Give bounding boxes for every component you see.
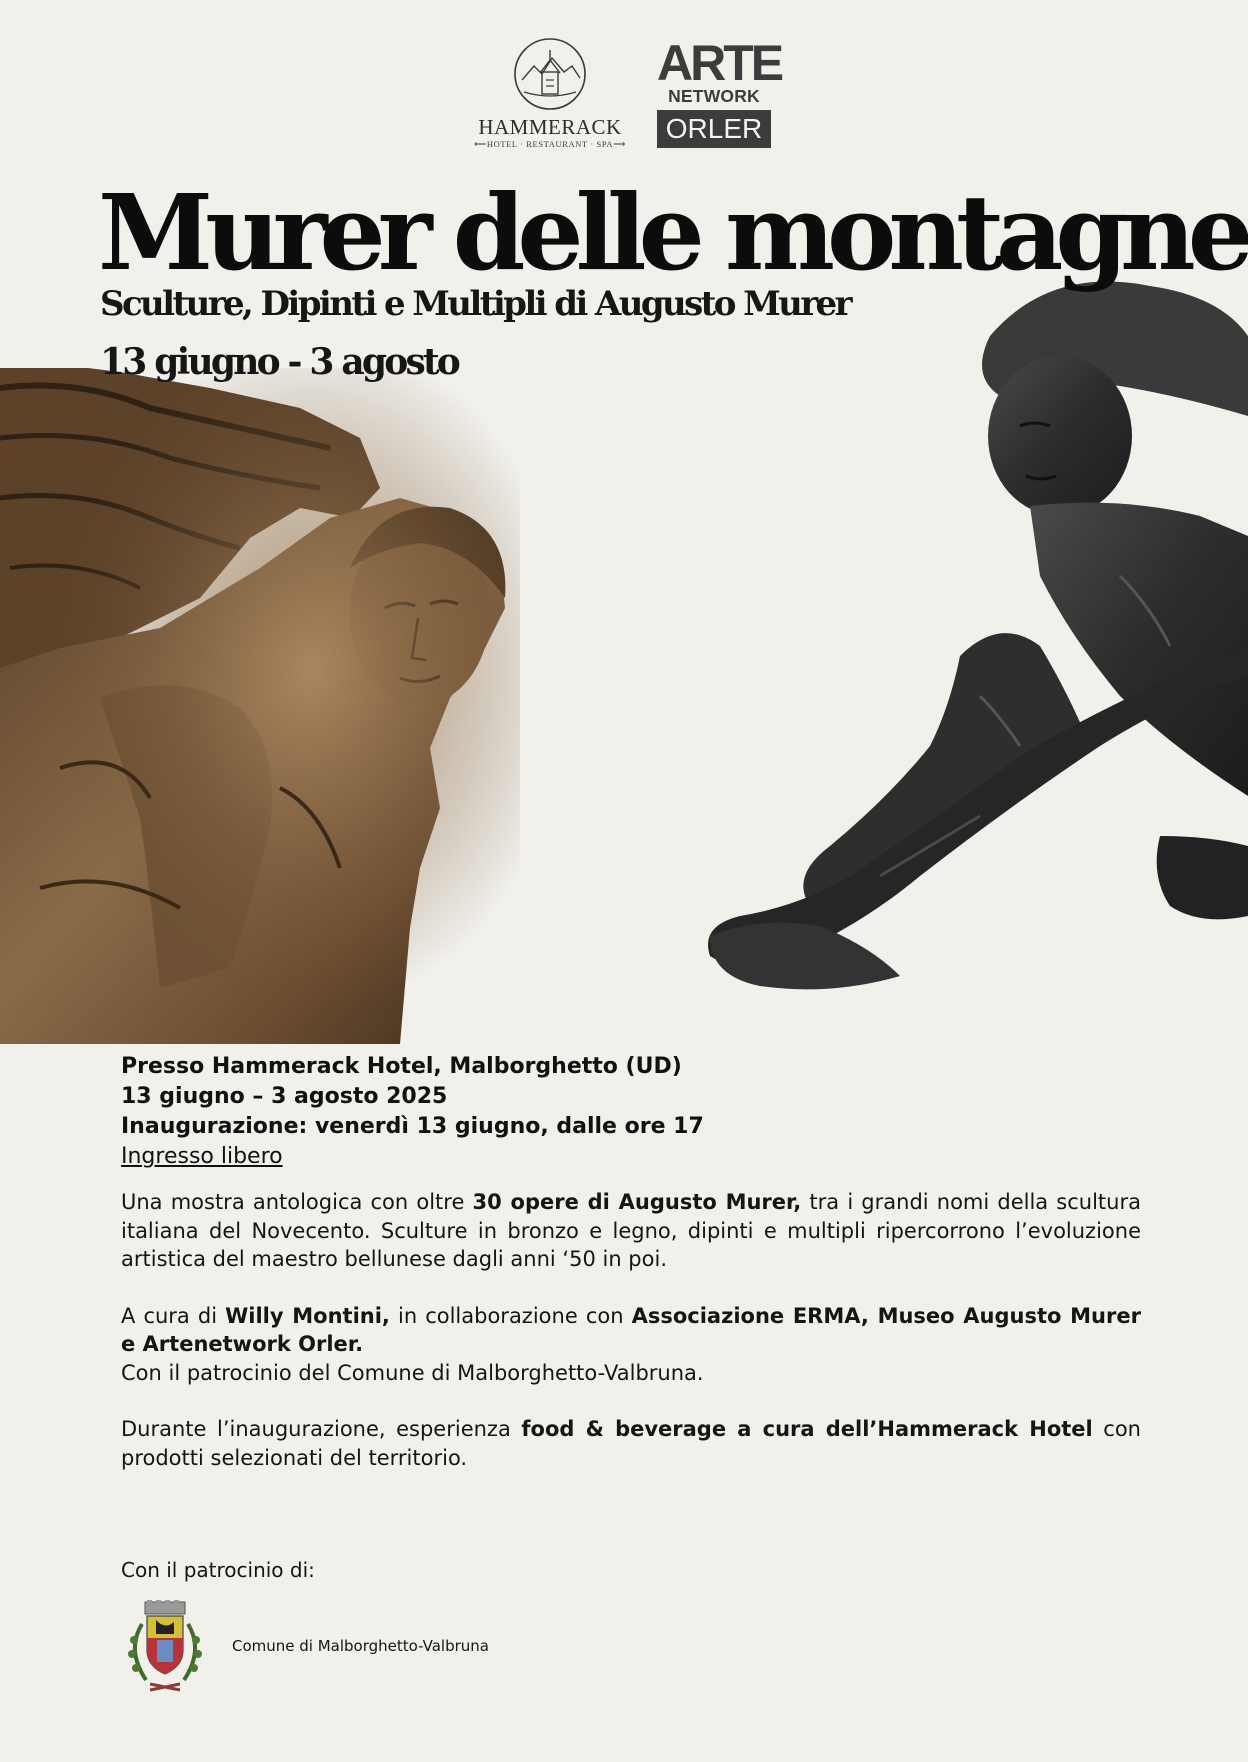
- hammerack-name: HAMMERACK: [478, 115, 622, 139]
- hammerack-logo: [470, 36, 630, 154]
- description: [121, 1188, 1141, 1500]
- bronze-sculpture-woman-image: [0, 368, 520, 1044]
- free-entry-link[interactable]: Ingresso libero: [121, 1144, 283, 1169]
- hammerack-emblem-icon: [512, 36, 588, 112]
- opening-line: Inaugurazione: venerdì 13 giugno, dalle ore 17: [121, 1114, 704, 1139]
- venue-line: Presso Hammerack Hotel, Malborghetto (UD): [121, 1054, 682, 1079]
- event-info: [121, 1052, 761, 1172]
- orler-wordmark: ORLER: [657, 110, 771, 148]
- patronage-label: Con il patrocinio di:: [121, 1558, 315, 1582]
- exhibition-dates: 13 giugno - 3 agosto: [100, 341, 459, 383]
- description-paragraph-1: Una mostra antologica con oltre 30 opere di Augusto Murer, tra i grandi nomi della scultura italiana del Novecento. Sculture in bronzo e legno, dipinti e multipli ripercorrono l’evoluzione artistica del maestro bellunese dagli anni ‘50 in poi.: [121, 1190, 1141, 1271]
- comune-name: Comune di Malborghetto-Valbruna: [232, 1637, 489, 1655]
- artenetwork-orler-logo: [657, 35, 782, 150]
- description-paragraph-2: A cura di Willy Montini, in collaborazione con Associazione ERMA, Museo Augusto Murer e Artenetwork Orler. Con il patrocinio del Comune di Malborghetto-Valbruna.: [121, 1303, 1141, 1385]
- hammerack-subtitle: ⟵HOTEL · RESTAURANT · SPA⟶: [474, 139, 626, 149]
- period-line: 13 giugno – 3 agosto 2025: [121, 1084, 448, 1109]
- description-paragraph-3: Durante l’inaugurazione, esperienza food & beverage a cura dell’Hammerack Hotel con prodotti selezionati del territorio.: [121, 1417, 1141, 1470]
- dark-bronze-sculpture-boy-image: [700, 276, 1248, 1112]
- exhibition-title: Murer delle montagne: [98, 171, 1246, 294]
- comune-coat-of-arms-icon: [120, 1600, 210, 1696]
- network-wordmark: NETWORK: [668, 86, 760, 106]
- exhibition-subtitle: Sculture, Dipinti e Multipli di Augusto Murer: [100, 284, 850, 324]
- arte-wordmark: ARTE: [657, 35, 782, 91]
